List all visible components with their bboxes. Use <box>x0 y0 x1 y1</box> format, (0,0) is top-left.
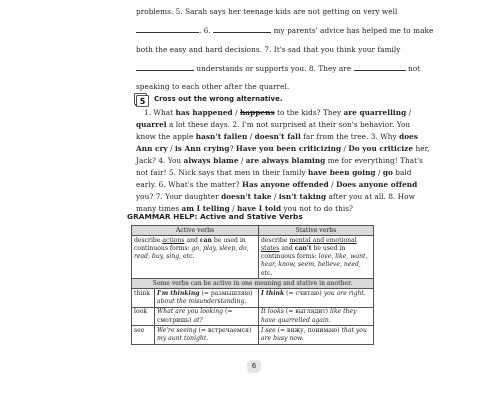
stative-description: describe mental and emotional states and can't be used in continuous forms: love, like, want, hear, know, seem, believe, need, etc. <box>259 236 374 279</box>
table-row <box>132 307 374 325</box>
alternative: happens <box>239 108 275 117</box>
exercise-text: / <box>375 168 383 177</box>
exercise-text: / <box>406 108 412 117</box>
alternative: am I telling <box>181 204 230 213</box>
text-line-2 <box>136 25 433 36</box>
text-line-2-a: . 6. <box>199 26 211 35</box>
exercise-text: early. 6. What's the matter? <box>136 180 243 189</box>
blank-4 <box>136 25 199 33</box>
exercise-line <box>136 143 430 154</box>
exercise-text: / <box>238 156 246 165</box>
col-header-active: Active verbs <box>132 226 259 236</box>
text-line-4-b: not <box>407 64 421 73</box>
active-description: describe actions and can be used in continuous forms: go, play, sleep, do, read, buy, sing, etc. <box>132 236 259 279</box>
text-line-4 <box>136 63 420 74</box>
exercise-text: / <box>271 192 279 201</box>
alternative: always blame <box>183 156 239 165</box>
span-note: Some verbs can be active in one meaning and stative in another. <box>132 279 374 289</box>
stative-example: It looks (= выглядит) like they have quarrelled again. <box>259 307 374 325</box>
exercise-text: not fair! 5. Nick says that men in their family <box>136 168 308 177</box>
verb-label: think <box>132 289 155 307</box>
blank-6 <box>213 25 271 33</box>
stative-example: I think (= считаю) you are right. <box>259 289 374 307</box>
exercise-text: / <box>229 204 238 213</box>
exercise-line <box>136 155 423 166</box>
alternative: hasn't fallen <box>195 132 248 141</box>
exercise-line <box>136 119 410 130</box>
page-number: 6 <box>247 360 261 373</box>
text-line-1 <box>136 6 397 17</box>
active-example: What are you looking (= смотришь) at? <box>155 307 259 325</box>
verb-label: look <box>132 307 155 325</box>
alternative: are always blaming <box>245 156 326 165</box>
exercise-5-icon <box>134 92 150 106</box>
exercise-line <box>136 167 412 178</box>
alternative: Does anyone offend <box>336 180 418 189</box>
alternative: go <box>382 168 393 177</box>
col-header-stative: Stative verbs <box>259 226 374 236</box>
exercise-text: to the kids? They <box>274 108 344 117</box>
grammar-help-title: GRAMMAR HELP: Active and Stative Verbs <box>127 212 303 221</box>
exercise-line <box>136 131 418 142</box>
exercise-line <box>144 107 411 118</box>
exercise-title: Cross out the wrong alternative. <box>154 95 283 103</box>
grammar-span-row <box>132 279 374 289</box>
alternative: Has anyone offended <box>242 180 329 189</box>
exercise-text: 1. What <box>144 108 176 117</box>
text-line-5-content: speaking to each other after the quarrel. <box>136 82 290 91</box>
alternative: Ann cry <box>136 144 168 153</box>
alternative: has happened <box>175 108 233 117</box>
alternative: Do you criticize <box>348 144 414 153</box>
alternative: does <box>399 132 418 141</box>
grammar-table <box>131 225 374 345</box>
alternative: isn't taking <box>278 192 327 201</box>
grammar-desc-row <box>132 236 374 279</box>
alternative: doesn't take <box>221 192 272 201</box>
alternative: Have you been criticizing <box>235 144 342 153</box>
exercise-text: after you at all. 8. How <box>326 192 415 201</box>
exercise-text: you not to do this? <box>281 204 353 213</box>
exercise-text: far from the tree. 3. Why <box>300 132 400 141</box>
exercise-text: ? <box>229 144 236 153</box>
exercise-text: Jack? 4. You <box>136 156 184 165</box>
grammar-header-row <box>132 226 374 236</box>
table-row <box>132 326 374 344</box>
text-line-5 <box>136 81 289 92</box>
blank-7 <box>136 63 194 71</box>
alternative: is Ann crying <box>174 144 230 153</box>
stative-example: I see (= вижу, понимаю) that you are busy now. <box>259 326 374 344</box>
exercise-text: / <box>247 132 255 141</box>
exercise-line <box>136 191 415 202</box>
verb-label: see <box>132 326 155 344</box>
exercise-text: me for everything! That's <box>325 156 423 165</box>
exercise-line <box>136 179 417 190</box>
alternative: quarrel <box>136 120 167 129</box>
exercise-text: know the apple <box>136 132 196 141</box>
exercise-text: / <box>341 144 349 153</box>
exercise-text: / <box>328 180 337 189</box>
exercise-number: 5 <box>139 96 146 106</box>
exercise-text: many times <box>136 204 182 213</box>
exercise-text: / <box>167 144 175 153</box>
alternative: doesn't fall <box>254 132 301 141</box>
text-line-3 <box>136 44 400 55</box>
text-line-3-content: both the easy and hard decisions. 7. It's sad that you think your family <box>136 45 401 54</box>
exercise-text: a lot these days. 2. I'm not surprised at their son's behavior. You <box>166 120 411 129</box>
exercise-text: / <box>232 108 240 117</box>
table-row <box>132 289 374 307</box>
active-example: I'm thinking (= размышляю) about the misunderstanding. <box>155 289 259 307</box>
alternative: have I told <box>237 204 282 213</box>
blank-8 <box>354 63 406 71</box>
exercise-text: bald <box>392 168 412 177</box>
text-line-1-content: problems. 5. Sarah says her teenage kids are not getting on very well <box>136 7 398 16</box>
exercise-text: her, <box>413 144 430 153</box>
text-line-4-a: understands or supports you. 8. They are <box>196 64 352 73</box>
alternative: are quarrelling <box>343 108 407 117</box>
alternative: have been going <box>308 168 376 177</box>
active-example: We're seeing (= встречаемся) my aunt tonight. <box>155 326 259 344</box>
text-line-2-b: my parents' advice has helped me to make <box>273 26 434 35</box>
exercise-text: you? 7. Your daughter <box>136 192 222 201</box>
